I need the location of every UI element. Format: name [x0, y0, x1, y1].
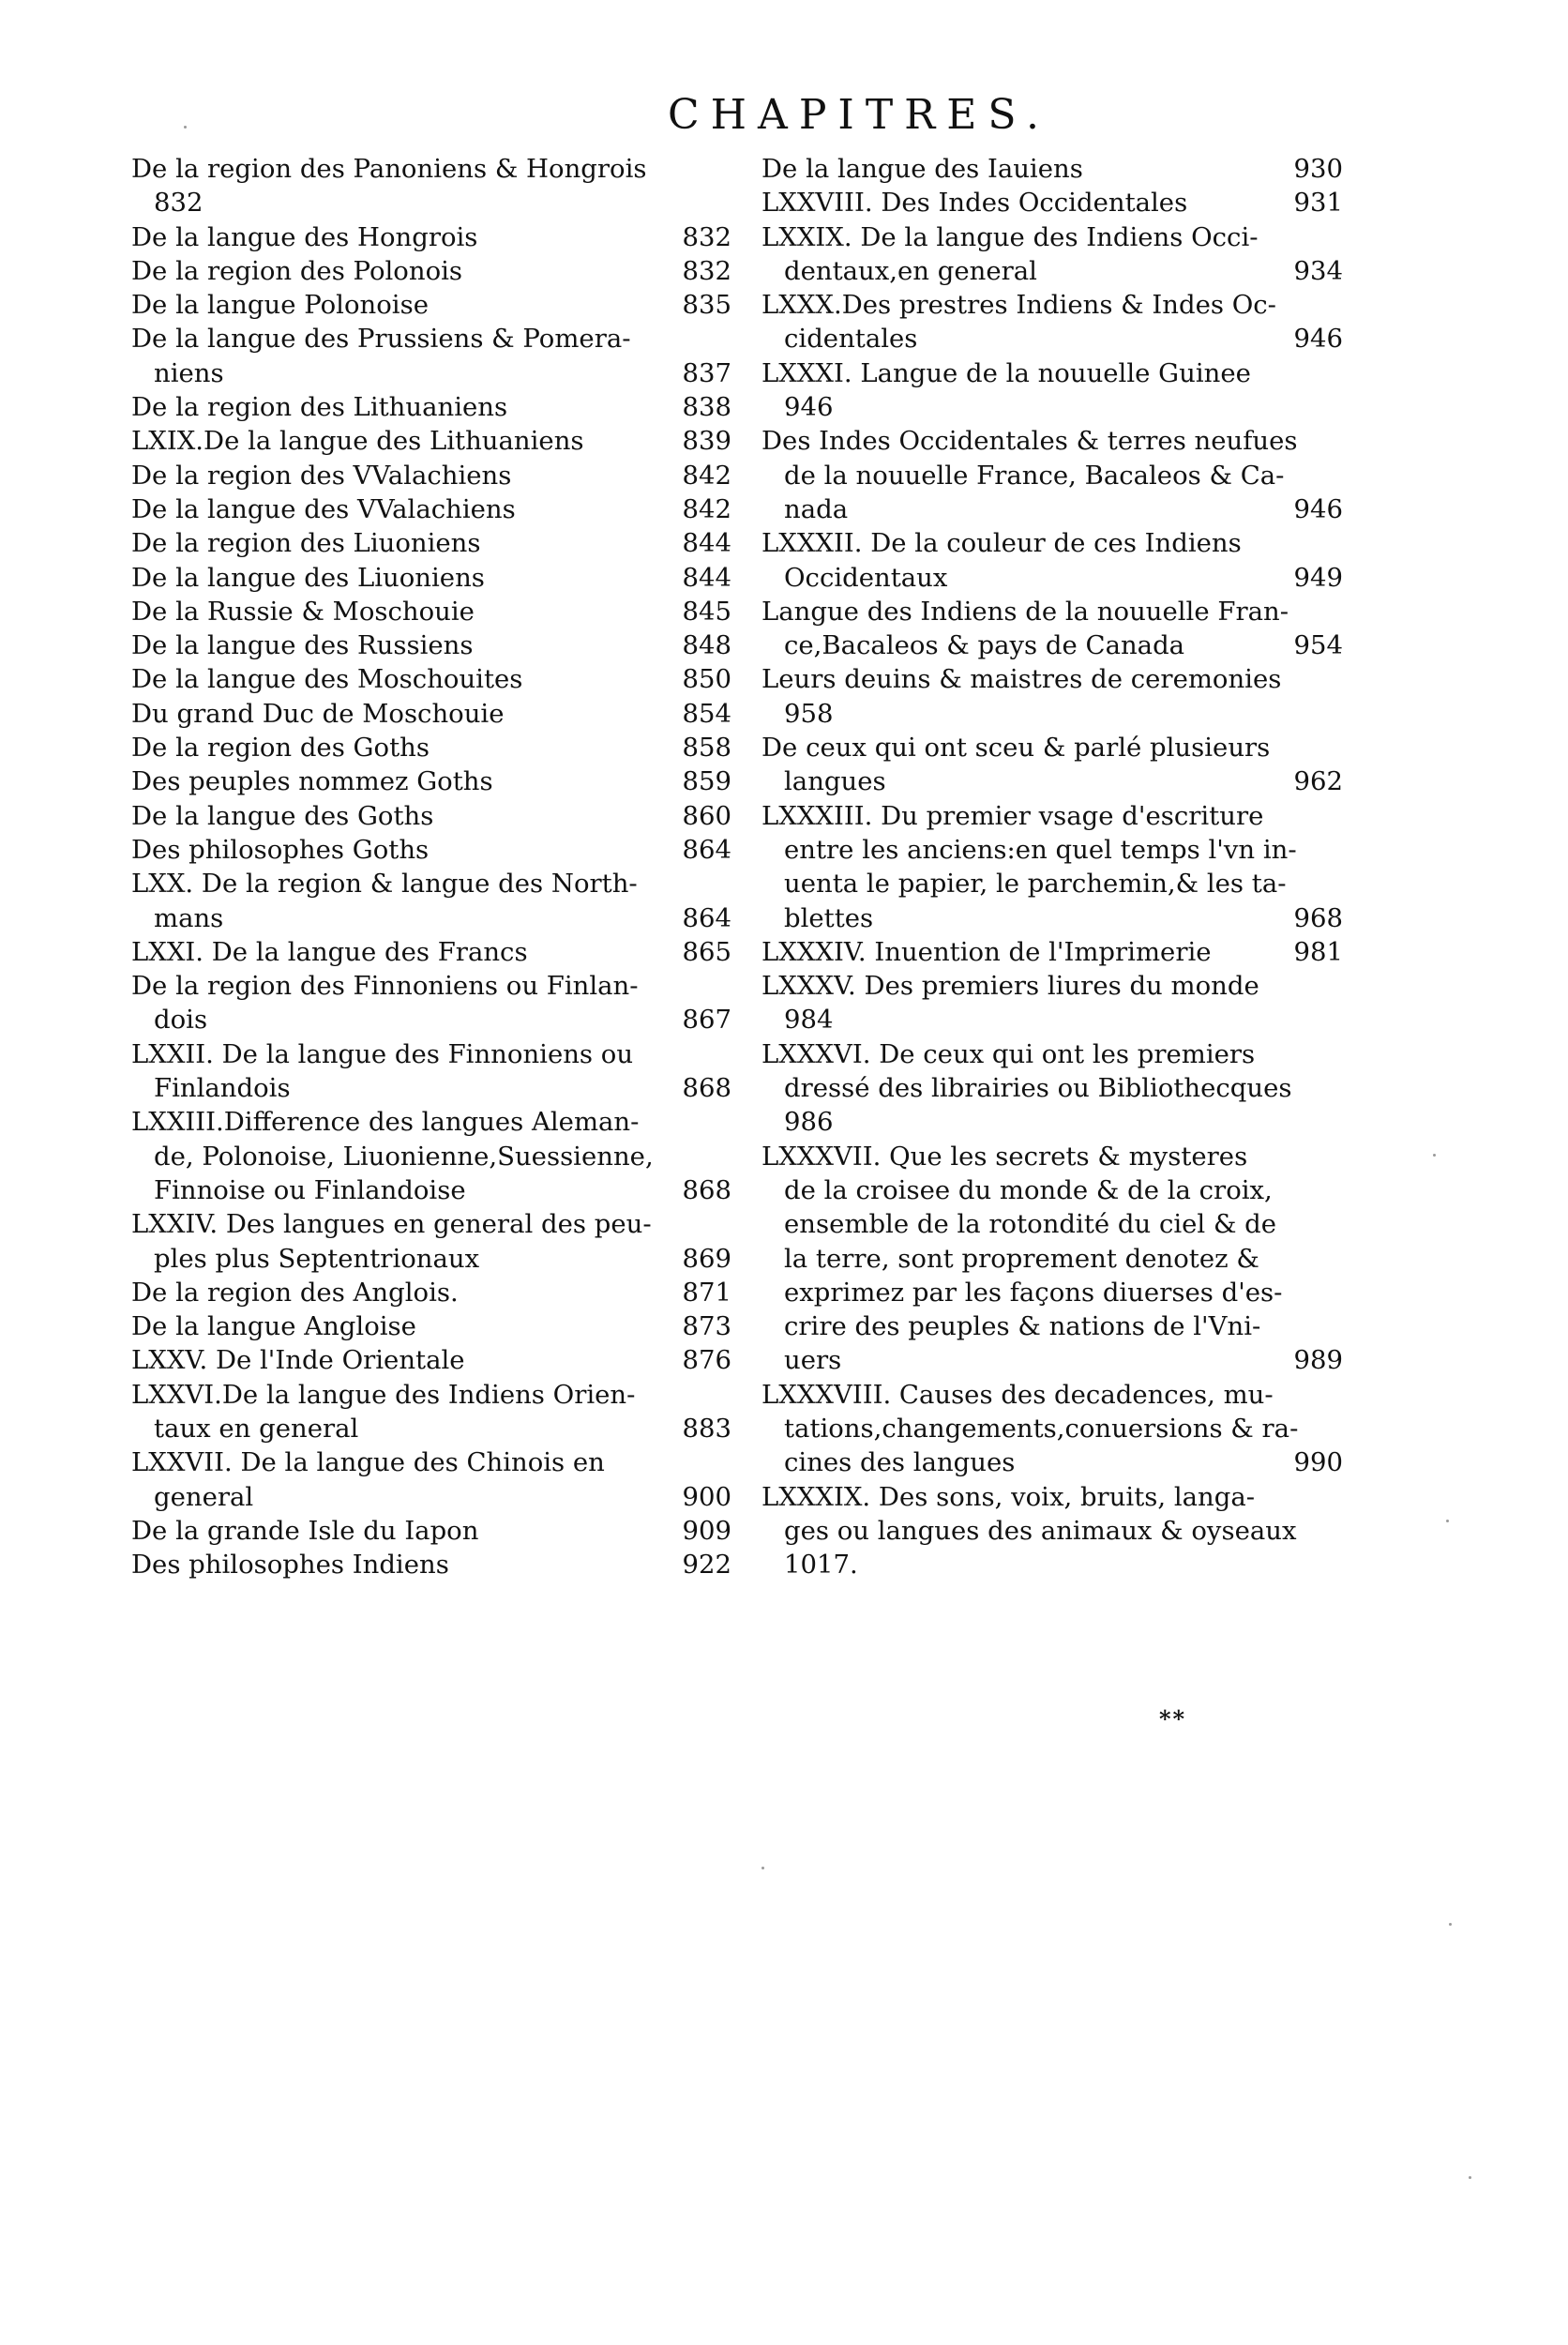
entry-title-line: LXXXIV. Inuention de l'Imprimerie	[761, 936, 1212, 967]
entry-title-line: ples plus Septentrionaux	[154, 1243, 480, 1274]
page-number: 869	[682, 1243, 731, 1274]
entry-title-line: De la langue des Hongrois	[131, 221, 478, 252]
entry-title-line: LXXXII. De la couleur de ces Indiens	[761, 528, 1242, 559]
entry-title-line: Du grand Duc de Moschouie	[131, 698, 505, 729]
entry-title-line: Finlandois	[154, 1073, 291, 1104]
entry-title-line: LXXIX. De la langue des Indiens Occi-	[761, 221, 1259, 252]
page-number: 946	[784, 392, 834, 423]
toc-entry	[761, 152, 1343, 186]
toc-entry	[131, 1105, 731, 1207]
page-number: 900	[682, 1481, 731, 1512]
entry-title-line: taux en general	[154, 1413, 359, 1444]
entry-title-line: De la region des Lithuaniens	[131, 392, 508, 423]
toc-entry	[761, 424, 1343, 526]
entry-title-line: LXXXVI. De ceux qui ont les premiers	[761, 1038, 1256, 1069]
entry-title-line: De la region des VValachiens	[131, 460, 512, 491]
toc-entry	[131, 935, 731, 969]
page-number: 848	[682, 630, 731, 661]
toc-entry	[761, 935, 1343, 969]
toc-entry	[761, 526, 1343, 595]
page-number: 871	[682, 1277, 731, 1308]
page-number: 934	[1293, 255, 1343, 286]
entry-title-line: LXXXIX. Des sons, voix, bruits, langa-	[761, 1481, 1256, 1512]
entry-title-line: LXXV. De l'Inde Orientale	[131, 1345, 465, 1376]
entry-title-line: De la region des Goths	[131, 733, 430, 764]
toc-entry	[131, 1276, 731, 1309]
entry-title-line: de la croisee du monde & de la croix,	[784, 1174, 1273, 1205]
toc-entry	[131, 1343, 731, 1377]
toc-entry	[131, 152, 731, 220]
entry-title-line: LXX. De la region & langue des North-	[131, 869, 638, 900]
toc-entry	[131, 833, 731, 867]
toc-entry	[131, 1378, 731, 1446]
page-number: 876	[682, 1345, 731, 1376]
entry-title-line: niens	[154, 357, 224, 388]
toc-entry	[131, 595, 731, 628]
entry-title-line: mans	[154, 902, 224, 933]
entry-title-line: LXXVII. De la langue des Chinois en	[131, 1447, 605, 1478]
page-number: 867	[682, 1005, 731, 1036]
toc-entry	[131, 764, 731, 798]
entry-title-line: dois	[154, 1005, 208, 1036]
toc-entry	[131, 459, 731, 492]
page-number: 844	[682, 562, 731, 593]
entry-title-line: De la region des Polonois	[131, 255, 463, 286]
page-number: 835	[682, 290, 731, 321]
entry-title-line: De la langue Angloise	[131, 1311, 416, 1342]
ink-speck	[1446, 1520, 1449, 1522]
toc-entry	[761, 1037, 1343, 1140]
page-number: 954	[1293, 630, 1343, 661]
toc-entry	[131, 969, 731, 1037]
running-head: CHAPITRES.	[668, 91, 1050, 139]
page-number: 845	[682, 596, 731, 627]
toc-entry	[761, 1480, 1343, 1582]
entry-title-line: De la Russie & Moschouie	[131, 596, 475, 627]
page-number: 832	[682, 221, 731, 252]
entry-title-line: Des Indes Occidentales & terres neufues	[761, 426, 1298, 457]
entry-title-line: De la langue des Moschouites	[131, 664, 523, 695]
entry-title-line: De ceux qui ont sceu & parlé plusieurs	[761, 733, 1271, 764]
toc-entry	[131, 799, 731, 833]
page-number: 930	[1293, 154, 1343, 184]
page-number: 842	[682, 460, 731, 491]
entry-title-line: cidentales	[784, 324, 918, 355]
entry-title-line: Des philosophes Goths	[131, 834, 430, 865]
entry-title-line: LXXXV. Des premiers liures du monde	[761, 971, 1259, 1002]
entry-title-line: De la langue des VValachiens	[131, 493, 516, 524]
entry-title-line: LXXIV. Des langues en general des peu-	[131, 1209, 652, 1240]
entry-title-line: LXXXI. Langue de la nouuelle Guinee	[761, 357, 1251, 388]
signature-mark: **	[1159, 1705, 1187, 1732]
page-number: 909	[682, 1515, 731, 1546]
entry-title-line: LXXX.Des prestres Indiens & Indes Oc-	[761, 290, 1276, 321]
entry-title-line: de, Polonoise, Liuonienne,Suessienne,	[154, 1141, 654, 1172]
toc-entry	[761, 288, 1343, 356]
page-number: 981	[1293, 936, 1343, 967]
page-number: 962	[1293, 766, 1343, 797]
page-number: 859	[682, 766, 731, 797]
left-column	[131, 152, 731, 1581]
toc-entry	[131, 424, 731, 458]
entry-title-line: LXXVIII. Des Indes Occidentales	[761, 188, 1188, 219]
entry-title-line: LXXIII.Difference des langues Aleman-	[131, 1107, 640, 1138]
page-number: 854	[682, 698, 731, 729]
right-column	[761, 152, 1343, 1581]
ink-speck	[1449, 1923, 1452, 1926]
page-number: 868	[682, 1174, 731, 1205]
toc-entry	[761, 731, 1343, 799]
entry-title-line: Des philosophes Indiens	[131, 1550, 449, 1581]
entry-title-line: De la region des Anglois.	[131, 1277, 459, 1308]
page-number: 868	[682, 1073, 731, 1104]
entry-title-line: LXXXVII. Que les secrets & mysteres	[761, 1141, 1248, 1172]
entry-title-line: De la langue des Liuoniens	[131, 562, 485, 593]
entry-title-line: LXXI. De la langue des Francs	[131, 936, 528, 967]
entry-title-line: De la langue des Prussiens & Pomera-	[131, 324, 631, 355]
entry-title-line: dentaux,en general	[784, 255, 1037, 286]
entry-title-line: De la region des Liuoniens	[131, 528, 481, 559]
page-number: 864	[682, 834, 731, 865]
page-number: 858	[682, 733, 731, 764]
entry-title-line: LXXII. De la langue des Finnoniens ou	[131, 1038, 634, 1069]
page-number: 865	[682, 936, 731, 967]
toc-entry	[131, 1309, 731, 1343]
entry-title-line: LXXVI.De la langue des Indiens Orien-	[131, 1379, 636, 1410]
toc-entry	[761, 799, 1343, 935]
page-number: 984	[784, 1005, 834, 1036]
page-number: 946	[1293, 324, 1343, 355]
toc-entry	[761, 595, 1343, 663]
toc-entry	[131, 492, 731, 526]
entry-title-line: exprimez par les façons diuerses d'es-	[784, 1277, 1283, 1308]
entry-title-line: Langue des Indiens de la nouuelle Fran-	[761, 596, 1289, 627]
toc-entry	[761, 220, 1343, 289]
entry-title-line: ce,Bacaleos & pays de Canada	[784, 630, 1185, 661]
page-number: 838	[682, 392, 731, 423]
page-number: 832	[154, 188, 204, 219]
toc-entry	[131, 662, 731, 696]
entry-title-line: De la region des Finnoniens ou Finlan-	[131, 971, 639, 1002]
toc-entry	[761, 969, 1343, 1037]
toc-entry	[761, 356, 1343, 425]
entry-title-line: de la nouuelle France, Bacaleos & Ca-	[784, 460, 1285, 491]
page-number: 883	[682, 1413, 731, 1444]
entry-title-line: uenta le papier, le parchemin,& les ta-	[784, 869, 1287, 900]
toc-entry	[131, 526, 731, 560]
entry-title-line: uers	[784, 1345, 842, 1376]
toc-entry	[131, 254, 731, 288]
entry-title-line: dressé des librairies ou Bibliothecques	[784, 1073, 1292, 1104]
toc-entry	[131, 1037, 731, 1106]
page-number: 864	[682, 902, 731, 933]
page-number: 842	[682, 493, 731, 524]
entry-title-line: Leurs deuins & maistres de ceremonies	[761, 664, 1282, 695]
entry-title-line: LXXXIII. Du premier vsage d'escriture	[761, 800, 1264, 831]
entry-title-line: Occidentaux	[784, 562, 948, 593]
page-number: 832	[682, 255, 731, 286]
page-number: 860	[682, 800, 731, 831]
ink-speck	[184, 126, 187, 129]
entry-title-line: De la langue des Iauiens	[761, 154, 1083, 184]
toc-entry	[761, 662, 1343, 731]
ink-speck	[761, 1867, 764, 1869]
entry-title-line: la terre, sont proprement denotez &	[784, 1243, 1259, 1274]
toc-entry	[131, 1445, 731, 1514]
page-number: 990	[1293, 1447, 1343, 1478]
page-number: 986	[784, 1107, 834, 1138]
entry-title-line: blettes	[784, 902, 874, 933]
page-number: 873	[682, 1311, 731, 1342]
entry-title-line: entre les anciens:en quel temps l'vn in-	[784, 834, 1297, 865]
page-number: 850	[682, 664, 731, 695]
entry-title-line: De la langue des Goths	[131, 800, 434, 831]
toc-entry	[131, 628, 731, 662]
page-number: 844	[682, 528, 731, 559]
entry-title-line: Finnoise ou Finlandoise	[154, 1174, 466, 1205]
entry-title-line: tations,changements,conuersions & ra-	[784, 1413, 1299, 1444]
page-number: 922	[682, 1550, 731, 1581]
toc-entry	[131, 1207, 731, 1276]
toc-entry	[131, 1548, 731, 1581]
page-number: 958	[784, 698, 834, 729]
entry-title-line: De la grande Isle du Iapon	[131, 1515, 479, 1546]
entry-title-line: Des peuples nommez Goths	[131, 766, 493, 797]
entry-title-line: nada	[784, 493, 849, 524]
page-number: 946	[1293, 493, 1343, 524]
entry-title-line: De la region des Panoniens & Hongrois	[131, 154, 647, 184]
ink-speck	[1433, 1154, 1436, 1157]
toc-entry	[131, 697, 731, 731]
toc-entry	[131, 390, 731, 424]
toc-entry	[131, 561, 731, 595]
entry-title-line: ges ou langues des animaux & oyseaux	[784, 1515, 1297, 1546]
entry-title-line: crire des peuples & nations de l'Vni-	[784, 1311, 1261, 1342]
entry-title-line: LXIX.De la langue des Lithuaniens	[131, 426, 584, 457]
toc-entry	[761, 1140, 1343, 1378]
page-number: 931	[1293, 188, 1343, 219]
page-number: 839	[682, 426, 731, 457]
toc-entry	[131, 220, 731, 254]
entry-title-line: langues	[784, 766, 886, 797]
entry-title-line: general	[154, 1481, 254, 1512]
page-number: 968	[1293, 902, 1343, 933]
page-number: 949	[1293, 562, 1343, 593]
toc-entry	[761, 1378, 1343, 1480]
entry-title-line: LXXXVIII. Causes des decadences, mu-	[761, 1379, 1274, 1410]
page-number: 1017.	[784, 1550, 858, 1581]
toc-entry	[131, 288, 731, 322]
page-number: 989	[1293, 1345, 1343, 1376]
toc-entry	[131, 867, 731, 935]
ink-speck	[1469, 2176, 1471, 2179]
page-number: 837	[682, 357, 731, 388]
toc-entry	[131, 322, 731, 390]
toc-entry	[131, 1514, 731, 1548]
entry-title-line: cines des langues	[784, 1447, 1016, 1478]
toc-entry	[761, 186, 1343, 219]
entry-title-line: ensemble de la rotondité du ciel & de	[784, 1209, 1277, 1240]
entry-title-line: De la langue des Russiens	[131, 630, 474, 661]
toc-entry	[131, 731, 731, 764]
entry-title-line: De la langue Polonoise	[131, 290, 429, 321]
